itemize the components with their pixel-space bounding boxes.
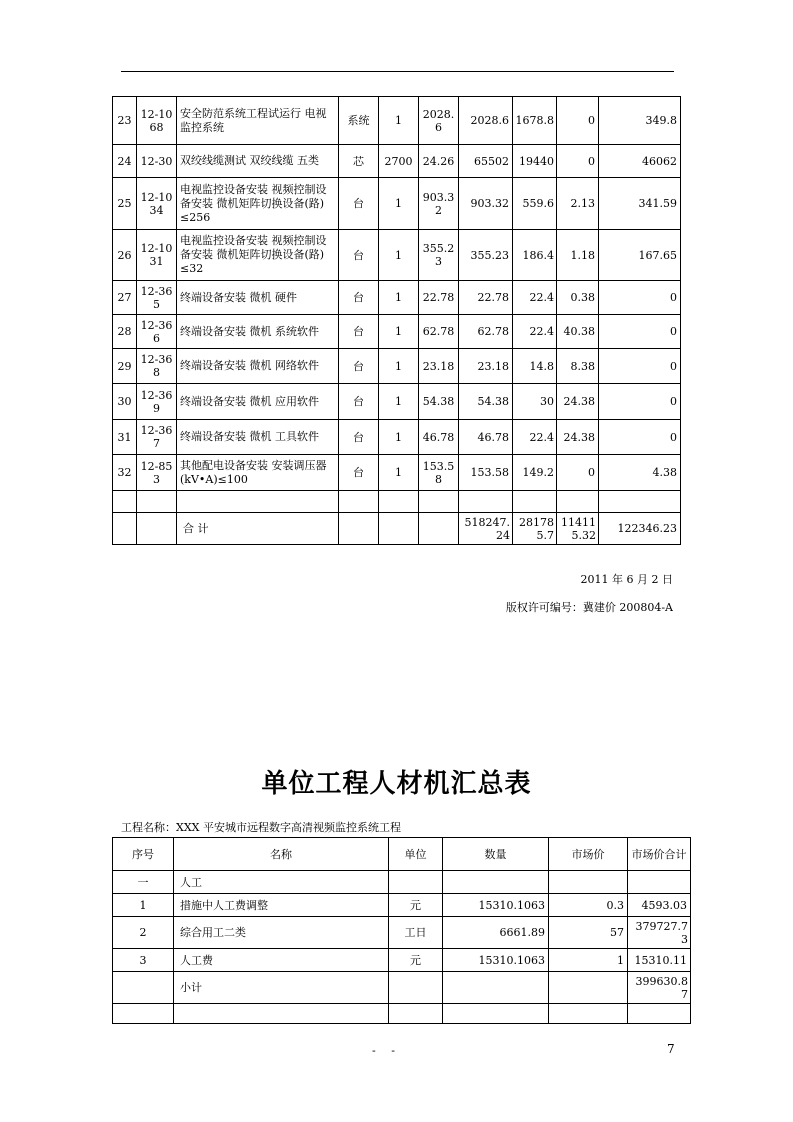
unit: 元 xyxy=(389,894,443,917)
row-number: 24 xyxy=(113,145,137,178)
header-no: 序号 xyxy=(113,838,174,871)
item-name: 终端设备安装 微机 硬件 xyxy=(177,281,339,315)
item-name: 人工费 xyxy=(174,949,389,972)
unit: 台 xyxy=(339,420,379,455)
header-total: 市场价合计 xyxy=(628,838,691,871)
total-price: 355.23 xyxy=(459,230,513,281)
page-title: 单位工程人材机汇总表 xyxy=(261,769,532,799)
quota-code: 12-853 xyxy=(137,455,177,491)
unit: 元 xyxy=(389,949,443,972)
total-price: 903.32 xyxy=(459,178,513,230)
item-name: 综合用工二类 xyxy=(174,917,389,949)
unit: 台 xyxy=(339,349,379,384)
section-name: 人工 xyxy=(174,871,389,894)
row-number: 29 xyxy=(113,349,137,384)
unit: 台 xyxy=(339,384,379,420)
item-name: 终端设备安装 微机 系统软件 xyxy=(177,315,339,349)
row-number: 32 xyxy=(113,455,137,491)
unit: 台 xyxy=(339,455,379,491)
row-number: 25 xyxy=(113,178,137,230)
empty-row xyxy=(113,1004,691,1024)
row-number: 30 xyxy=(113,384,137,420)
subtotal-label: 小计 xyxy=(174,972,389,1004)
section-row xyxy=(113,871,691,894)
unit-price: 62.78 xyxy=(419,315,459,349)
unit-price: 54.38 xyxy=(419,384,459,420)
row-number: 31 xyxy=(113,420,137,455)
table-row xyxy=(113,420,681,455)
labor-cost: 14.8 xyxy=(513,349,557,384)
quota-code: 12-1031 xyxy=(137,230,177,281)
market-price: 0.3 xyxy=(549,894,628,917)
footer-marker: - - xyxy=(372,1044,401,1057)
quantity: 1 xyxy=(379,420,419,455)
market-price: 1 xyxy=(549,949,628,972)
table-header xyxy=(113,838,691,871)
material-cost: 1.18 xyxy=(557,230,599,281)
total-price: 23.18 xyxy=(459,349,513,384)
labor-total: 281785.7 xyxy=(513,513,557,545)
machine-cost: 4.38 xyxy=(599,455,681,491)
quota-code: 12-365 xyxy=(137,281,177,315)
item-name: 终端设备安装 微机 网络软件 xyxy=(177,349,339,384)
total-price: 2028.6 xyxy=(459,97,513,145)
quota-code: 12-368 xyxy=(137,349,177,384)
material-cost: 24.38 xyxy=(557,420,599,455)
unit-price: 355.23 xyxy=(419,230,459,281)
summary-table xyxy=(112,837,691,1024)
machine-cost: 167.65 xyxy=(599,230,681,281)
material-total: 114115.32 xyxy=(557,513,599,545)
quantity: 1 xyxy=(379,230,419,281)
labor-cost: 149.2 xyxy=(513,455,557,491)
unit-price: 46.78 xyxy=(419,420,459,455)
material-cost: 0 xyxy=(557,455,599,491)
material-cost: 8.38 xyxy=(557,349,599,384)
unit-price: 24.26 xyxy=(419,145,459,178)
header-rule xyxy=(121,71,674,72)
item-name: 电视监控设备安装 视频控制设备安装 微机矩阵切换设备(路) ≤256 xyxy=(177,178,339,230)
labor-cost: 22.4 xyxy=(513,281,557,315)
market-price: 57 xyxy=(549,917,628,949)
labor-cost: 19440 xyxy=(513,145,557,178)
material-cost: 0 xyxy=(557,97,599,145)
unit-price: 153.58 xyxy=(419,455,459,491)
table-row xyxy=(113,315,681,349)
total-price: 65502 xyxy=(459,145,513,178)
unit-price: 2028.6 xyxy=(419,97,459,145)
quota-code: 12-1034 xyxy=(137,178,177,230)
header-unit: 单位 xyxy=(389,838,443,871)
row-number: 23 xyxy=(113,97,137,145)
table-row xyxy=(113,455,681,491)
table-row xyxy=(113,894,691,917)
total-price: 153.58 xyxy=(459,455,513,491)
quantity: 1 xyxy=(379,349,419,384)
labor-cost: 186.4 xyxy=(513,230,557,281)
item-name: 终端设备安装 微机 应用软件 xyxy=(177,384,339,420)
table-row xyxy=(113,230,681,281)
page-number: 7 xyxy=(667,1042,675,1056)
quantity: 1 xyxy=(379,97,419,145)
total-price: 54.38 xyxy=(459,384,513,420)
item-name: 电视监控设备安装 视频控制设备安装 微机矩阵切换设备(路) ≤32 xyxy=(177,230,339,281)
empty-row xyxy=(113,491,681,513)
quota-code: 12-367 xyxy=(137,420,177,455)
quota-code: 12-30 xyxy=(137,145,177,178)
machine-cost: 341.59 xyxy=(599,178,681,230)
total-label: 合 计 xyxy=(177,513,339,545)
row-number: 3 xyxy=(113,949,174,972)
quantity: 1 xyxy=(379,178,419,230)
total-row xyxy=(113,513,681,545)
material-cost: 24.38 xyxy=(557,384,599,420)
row-number: 1 xyxy=(113,894,174,917)
total-price: 62.78 xyxy=(459,315,513,349)
quota-code: 12-366 xyxy=(137,315,177,349)
item-name: 安全防范系统工程试运行 电视监控系统 xyxy=(177,97,339,145)
table-row xyxy=(113,281,681,315)
row-number: 28 xyxy=(113,315,137,349)
quantity: 1 xyxy=(379,384,419,420)
machine-cost: 0 xyxy=(599,384,681,420)
subtotal-row xyxy=(113,972,691,1004)
quantity: 15310.1063 xyxy=(443,949,549,972)
market-total: 379727.73 xyxy=(628,917,691,949)
table-row xyxy=(113,145,681,178)
unit-price: 903.32 xyxy=(419,178,459,230)
total-price: 22.78 xyxy=(459,281,513,315)
section-no: 一 xyxy=(113,871,174,894)
material-cost: 0 xyxy=(557,145,599,178)
item-name: 措施中人工费调整 xyxy=(174,894,389,917)
table-row xyxy=(113,949,691,972)
subtotal-value: 399630.87 xyxy=(628,972,691,1004)
unit-price: 22.78 xyxy=(419,281,459,315)
market-total: 15310.11 xyxy=(628,949,691,972)
material-cost: 2.13 xyxy=(557,178,599,230)
item-name: 其他配电设备安装 安装调压器(kV•A)≤100 xyxy=(177,455,339,491)
machine-cost: 349.8 xyxy=(599,97,681,145)
quantity: 6661.89 xyxy=(443,917,549,949)
quota-code: 12-369 xyxy=(137,384,177,420)
item-name: 终端设备安装 微机 工具软件 xyxy=(177,420,339,455)
table-row xyxy=(113,384,681,420)
labor-cost: 559.6 xyxy=(513,178,557,230)
item-name: 双绞线缆测试 双绞线缆 五类 xyxy=(177,145,339,178)
grand-total: 518247.24 xyxy=(459,513,513,545)
unit-price: 23.18 xyxy=(419,349,459,384)
license-number: 版权许可编号：冀建价 200804-A xyxy=(505,601,673,614)
labor-cost: 30 xyxy=(513,384,557,420)
unit: 台 xyxy=(339,281,379,315)
project-name: 工程名称：XXX 平安城市远程数字高清视频监控系统工程 xyxy=(121,821,401,834)
header-qty: 数量 xyxy=(443,838,549,871)
table-row xyxy=(113,178,681,230)
row-number: 2 xyxy=(113,917,174,949)
table-row xyxy=(113,917,691,949)
material-cost: 0.38 xyxy=(557,281,599,315)
quota-code: 12-1068 xyxy=(137,97,177,145)
machine-cost: 0 xyxy=(599,281,681,315)
cost-detail-table xyxy=(112,96,681,545)
quantity: 2700 xyxy=(379,145,419,178)
market-total: 4593.03 xyxy=(628,894,691,917)
machine-cost: 0 xyxy=(599,349,681,384)
document-date: 2011 年 6 月 2 日 xyxy=(580,573,673,586)
labor-cost: 22.4 xyxy=(513,420,557,455)
table-row xyxy=(113,349,681,384)
quantity: 1 xyxy=(379,281,419,315)
quantity: 1 xyxy=(379,315,419,349)
machine-cost: 0 xyxy=(599,315,681,349)
unit: 台 xyxy=(339,178,379,230)
machine-cost: 0 xyxy=(599,420,681,455)
quantity: 1 xyxy=(379,455,419,491)
unit: 系统 xyxy=(339,97,379,145)
quantity: 15310.1063 xyxy=(443,894,549,917)
unit: 工日 xyxy=(389,917,443,949)
unit: 芯 xyxy=(339,145,379,178)
table-row xyxy=(113,97,681,145)
labor-cost: 22.4 xyxy=(513,315,557,349)
header-name: 名称 xyxy=(174,838,389,871)
total-price: 46.78 xyxy=(459,420,513,455)
row-number: 26 xyxy=(113,230,137,281)
machine-cost: 46062 xyxy=(599,145,681,178)
unit: 台 xyxy=(339,230,379,281)
material-cost: 40.38 xyxy=(557,315,599,349)
row-number: 27 xyxy=(113,281,137,315)
header-price: 市场价 xyxy=(549,838,628,871)
unit: 台 xyxy=(339,315,379,349)
labor-cost: 1678.8 xyxy=(513,97,557,145)
machine-total: 122346.23 xyxy=(599,513,681,545)
